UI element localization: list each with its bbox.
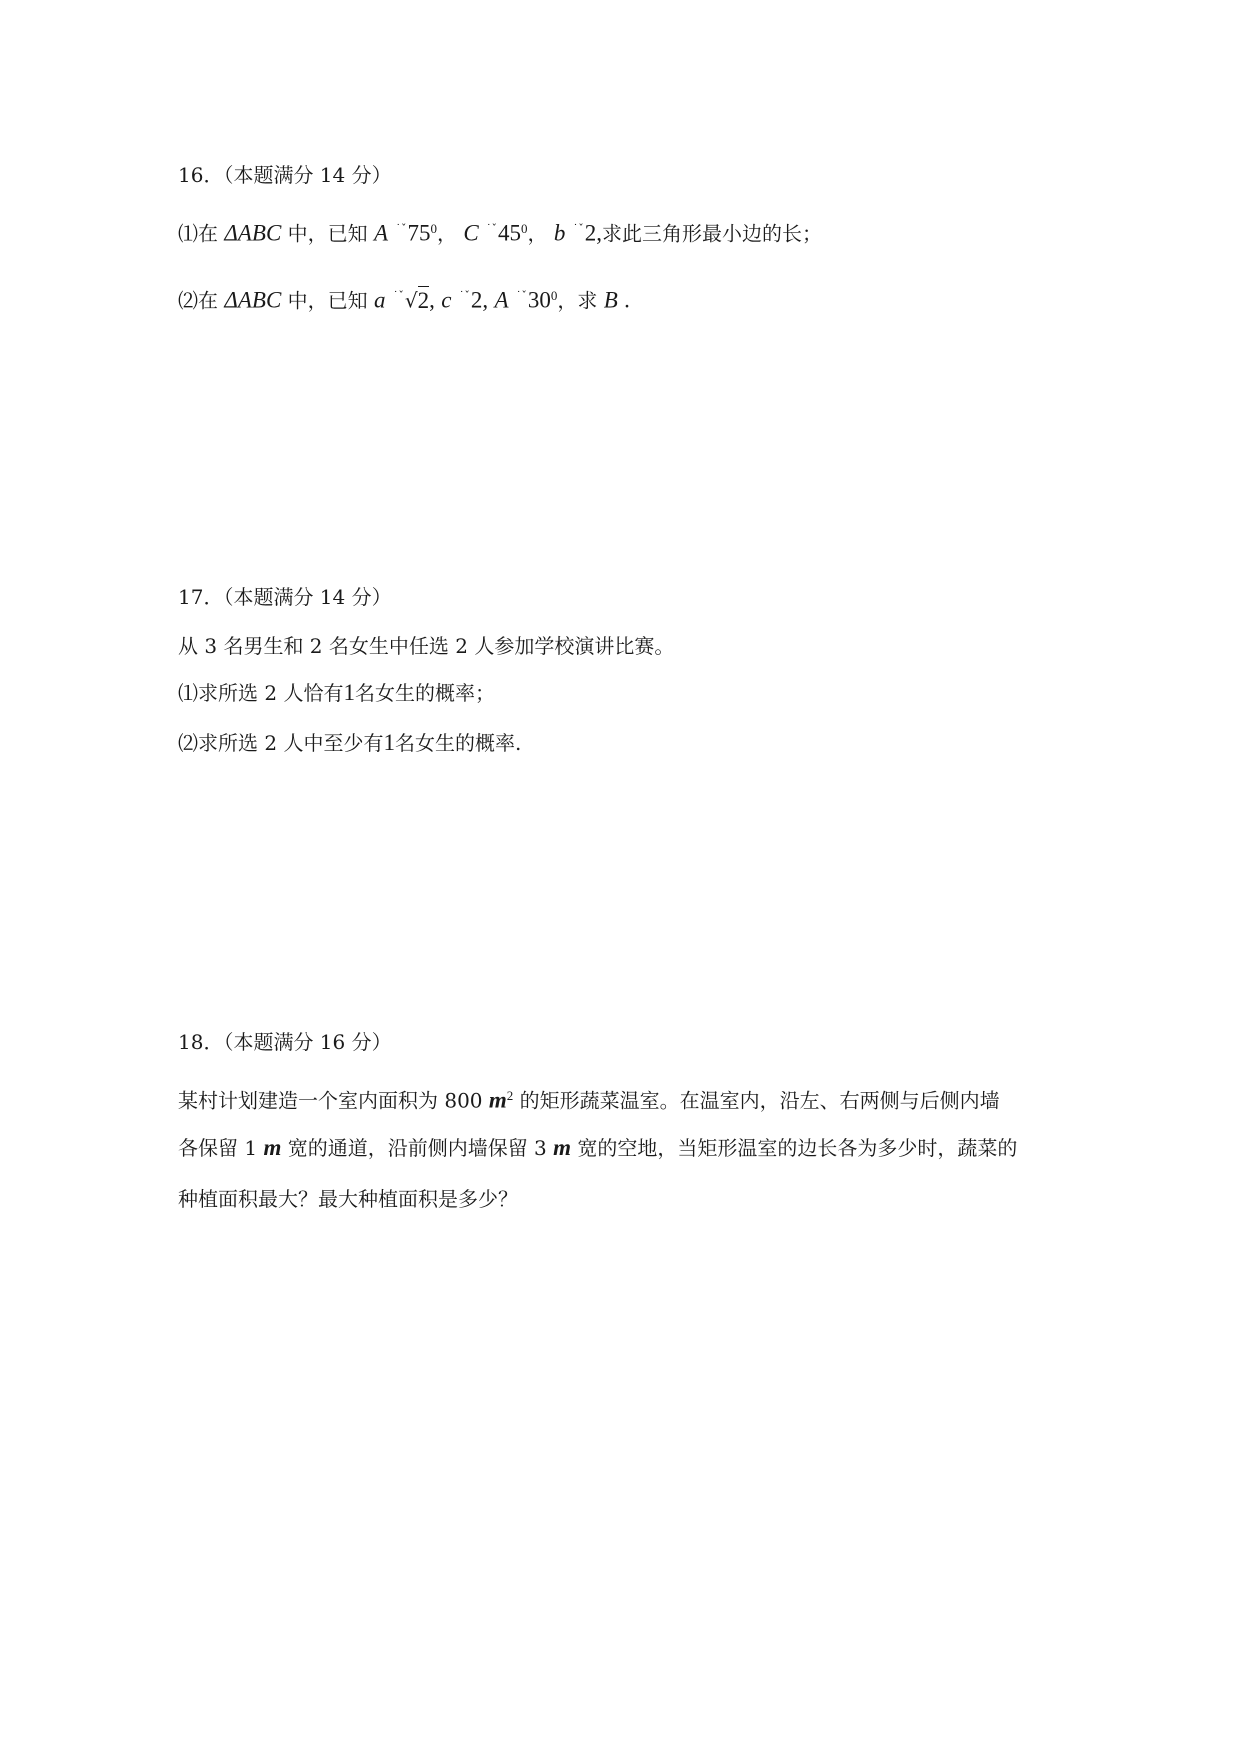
text-segment: , <box>429 287 435 313</box>
problem-18-header <box>178 1029 392 1055</box>
triangle-symbol: ΔABC <box>224 287 282 313</box>
math-variable: B <box>603 287 618 313</box>
math-variable: A <box>374 220 389 246</box>
equals-glyph: ˙ˇ <box>486 221 498 235</box>
math-number: 75 <box>407 220 431 246</box>
math-variable: C <box>463 220 479 246</box>
part-label: ⑵在 <box>178 288 218 313</box>
math-number: 2, <box>470 287 489 313</box>
sqrt-symbol: √ <box>404 288 418 313</box>
text-segment: 的矩形蔬菜温室。在温室内，沿左、右两侧与后侧内墙 <box>519 1088 1000 1113</box>
equals-glyph: ˙ˇ <box>395 221 407 235</box>
text-segment: 求此三角形最小边的长； <box>601 221 822 246</box>
text-segment: ，求 <box>557 288 598 313</box>
equals-glyph: ˙ˇ <box>392 288 404 302</box>
text-segment: ， <box>436 221 457 246</box>
text-segment: 各保留 1 <box>178 1136 258 1160</box>
text-segment: 从 3 名男生和 2 名女生中任选 2 人参加学校演讲比赛。 <box>178 634 675 658</box>
problem-17-part-2 <box>178 730 521 756</box>
math-number: 1 <box>343 680 355 705</box>
text-segment: 宽的空地，当矩形温室的边长各为多少时，蔬菜的 <box>577 1136 1018 1160</box>
problem-17-statement <box>178 633 674 659</box>
text-segment: ， <box>527 221 548 246</box>
problem-16-part-1 <box>178 216 822 251</box>
square-superscript: 2 <box>506 1088 514 1103</box>
problem-18-line-3 <box>178 1186 518 1212</box>
problem-18-header-text: 18．（本题满分 16 分） <box>178 1030 392 1054</box>
text-segment: 宽的通道，沿前侧内墙保留 3 <box>287 1136 547 1160</box>
math-variable: a <box>374 287 386 313</box>
text-segment: . <box>624 287 630 313</box>
math-number: 2 <box>417 287 430 313</box>
triangle-symbol: ΔABC <box>224 220 282 246</box>
problem-16-header <box>178 162 392 188</box>
unit-meter: m <box>263 1135 282 1160</box>
math-variable: A <box>494 287 509 313</box>
math-number: 45 <box>498 220 522 246</box>
part-label: ⑴在 <box>178 221 218 246</box>
math-number: 2, <box>584 220 602 246</box>
unit-meter: m <box>553 1135 572 1160</box>
problem-18-line-2 <box>178 1135 1017 1161</box>
math-variable: b <box>553 220 566 246</box>
text-segment: 名女生的概率. <box>394 731 522 755</box>
math-number: 30 <box>527 287 551 313</box>
problem-16-header-text: 16．（本题满分 14 分） <box>178 163 392 187</box>
problem-17-header-text: 17．（本题满分 14 分） <box>178 585 392 609</box>
text-segment: ⑵求所选 2 人中至少有 <box>178 731 384 755</box>
text-segment: 某村计划建造一个室内面积为 800 <box>178 1088 483 1113</box>
equals-glyph: ˙ˇ <box>458 288 470 302</box>
text-segment: ⑴求所选 2 人恰有 <box>178 681 344 705</box>
text-segment: 名女生的概率； <box>354 681 495 705</box>
equals-glyph: ˙ˇ <box>572 221 584 235</box>
math-number: 1 <box>383 730 395 755</box>
text-segment: 中，已知 <box>287 288 368 313</box>
math-variable: c <box>441 287 452 313</box>
text-segment: 种植面积最大？最大种植面积是多少？ <box>178 1187 518 1211</box>
degree-superscript: 0 <box>521 221 528 236</box>
degree-superscript: 0 <box>550 288 558 303</box>
problem-18-line-1 <box>178 1083 1000 1114</box>
text-segment: 中，已知 <box>287 221 368 246</box>
unit-meter: m <box>488 1087 507 1113</box>
degree-superscript: 0 <box>430 221 437 236</box>
equals-glyph: ˙ˇ <box>515 288 527 302</box>
problem-17-header <box>178 584 392 610</box>
problem-16-part-2 <box>178 283 630 318</box>
problem-17-part-1 <box>178 680 495 706</box>
